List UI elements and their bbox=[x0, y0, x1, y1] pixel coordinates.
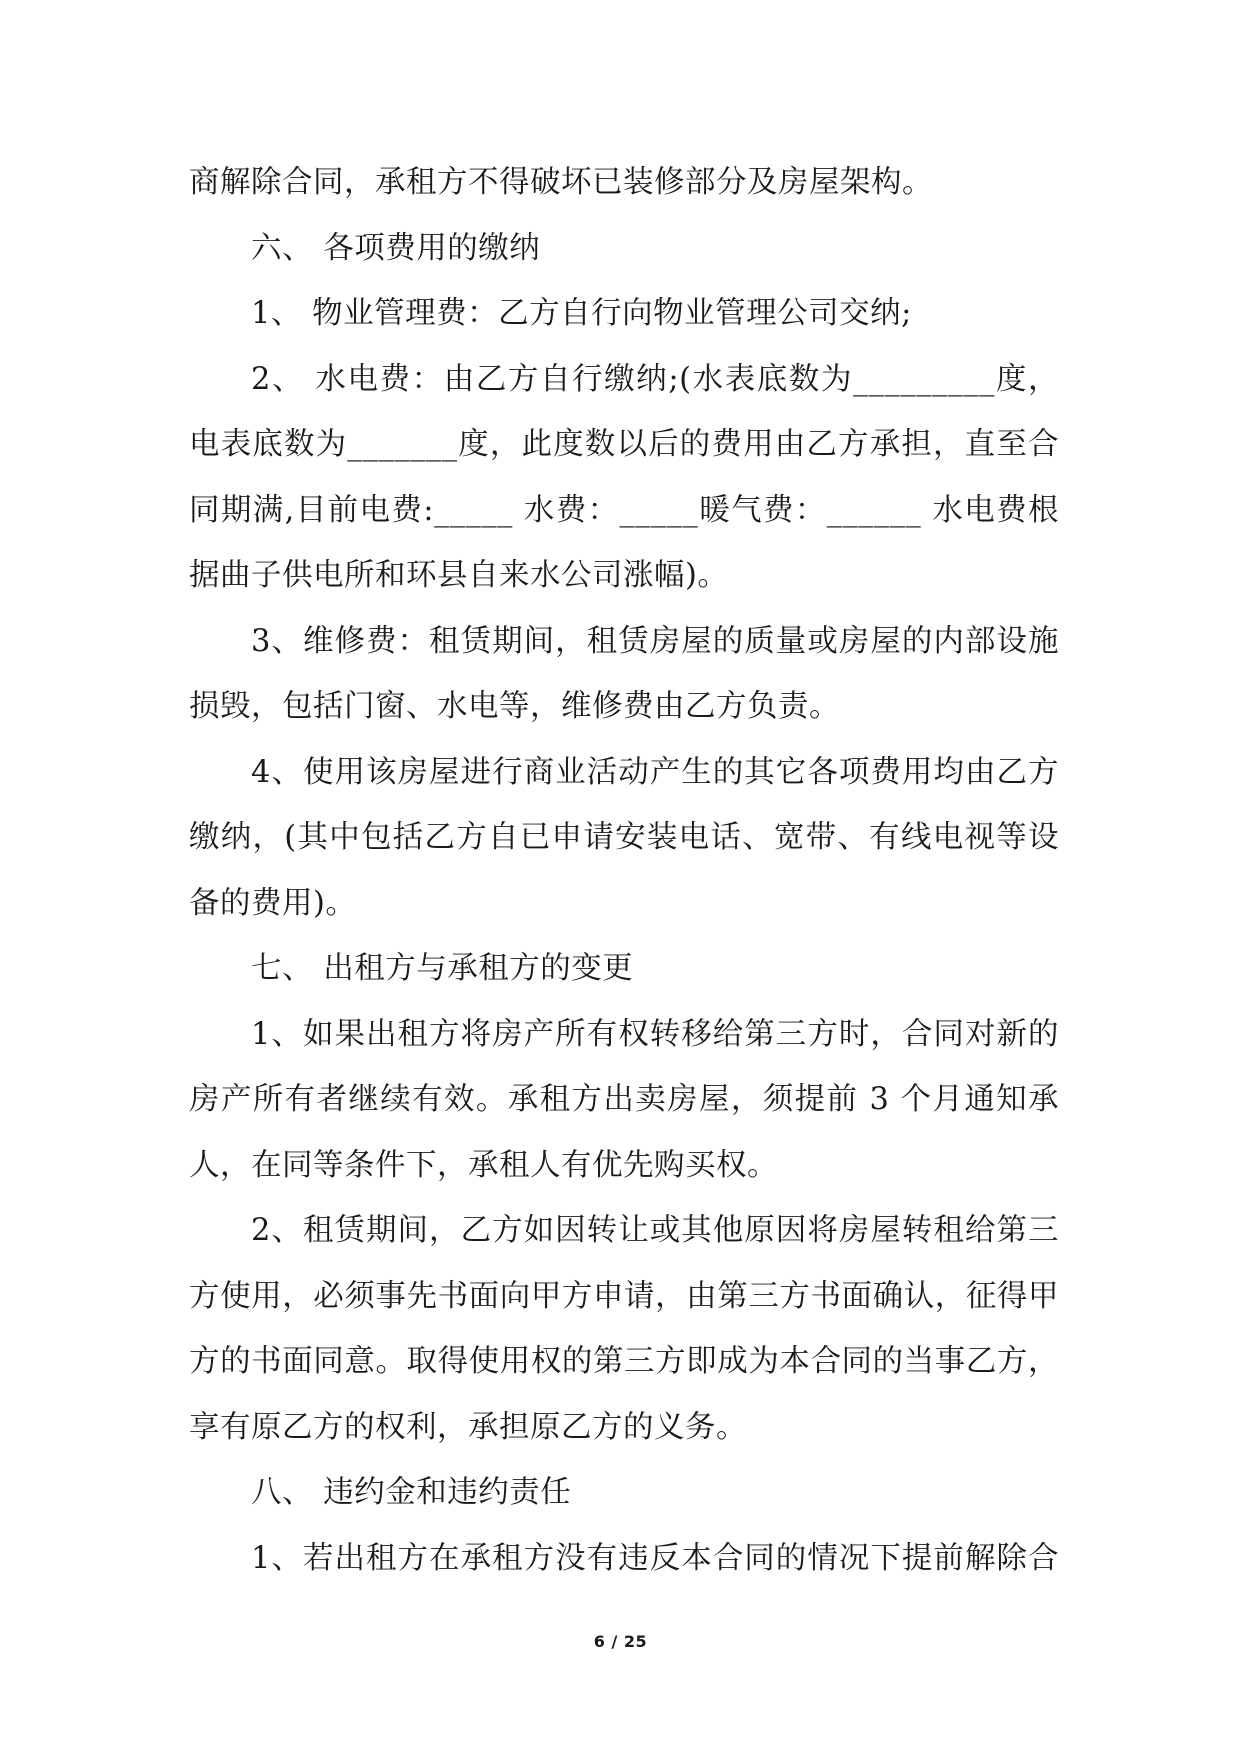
text-line: 享有原乙方的权利，承担原乙方的义务。 bbox=[189, 1409, 747, 1445]
text-line: 备的费用)。 bbox=[189, 885, 357, 921]
text-line: 方的书面同意。取得使用权的第三方即成为本合同的当事乙方， bbox=[189, 1344, 1059, 1379]
text-line: 1、若出租方在承租方没有违反本合同的情况下提前解除合 bbox=[251, 1540, 1059, 1576]
text-line: 方使用，必须事先书面向甲方申请，由第三方书面确认，征得甲 bbox=[189, 1278, 1059, 1314]
text-line: 1、如果出租方将房产所有权转移给第三方时，合同对新的 bbox=[251, 1016, 1059, 1052]
text-line: 六、 各项费用的缴纳 bbox=[251, 230, 541, 266]
page-number: 6 / 25 bbox=[593, 1632, 648, 1651]
text-line: 商解除合同，承租方不得破坏已装修部分及房屋架构。 bbox=[189, 165, 933, 200]
text-line: 据曲子供电所和环县自来水公司涨幅)。 bbox=[189, 558, 729, 593]
text-line: 1、 物业管理费：乙方自行向物业管理公司交纳; bbox=[251, 296, 912, 331]
text-line: 2、租赁期间，乙方如因转让或其他原因将房屋转租给第三 bbox=[251, 1213, 1059, 1248]
text-line: 损毁，包括门窗、水电等，维修费由乙方负责。 bbox=[189, 689, 840, 724]
text-line: 3、维修费：租赁期间，租赁房屋的质量或房屋的内部设施 bbox=[251, 623, 1059, 659]
text-line: 缴纳，(其中包括乙方自已申请安装电话、宽带、有线电视等设 bbox=[189, 820, 1059, 855]
text-line: 人，在同等条件下，承租人有优先购买权。 bbox=[189, 1147, 778, 1183]
text-line: 八、 违约金和违约责任 bbox=[251, 1475, 572, 1510]
text-line: 七、 出租方与承租方的变更 bbox=[251, 951, 634, 986]
text-line: 电表底数为_______度，此度数以后的费用由乙方承担，直至合 bbox=[189, 427, 1059, 462]
text-line: 4、使用该房屋进行商业活动产生的其它各项费用均由乙方 bbox=[251, 754, 1059, 790]
text-line: 房产所有者继续有效。承租方出卖房屋，须提前 3 个月通知承 bbox=[189, 1082, 1059, 1117]
contract-body-text bbox=[189, 150, 1059, 1591]
text-line: 同期满,目前电费:_____ 水费：_____暖气费：______ 水电费根 bbox=[189, 492, 1059, 528]
text-line: 2、 水电费：由乙方自行缴纳;(水表底数为_________度， bbox=[251, 361, 1059, 397]
